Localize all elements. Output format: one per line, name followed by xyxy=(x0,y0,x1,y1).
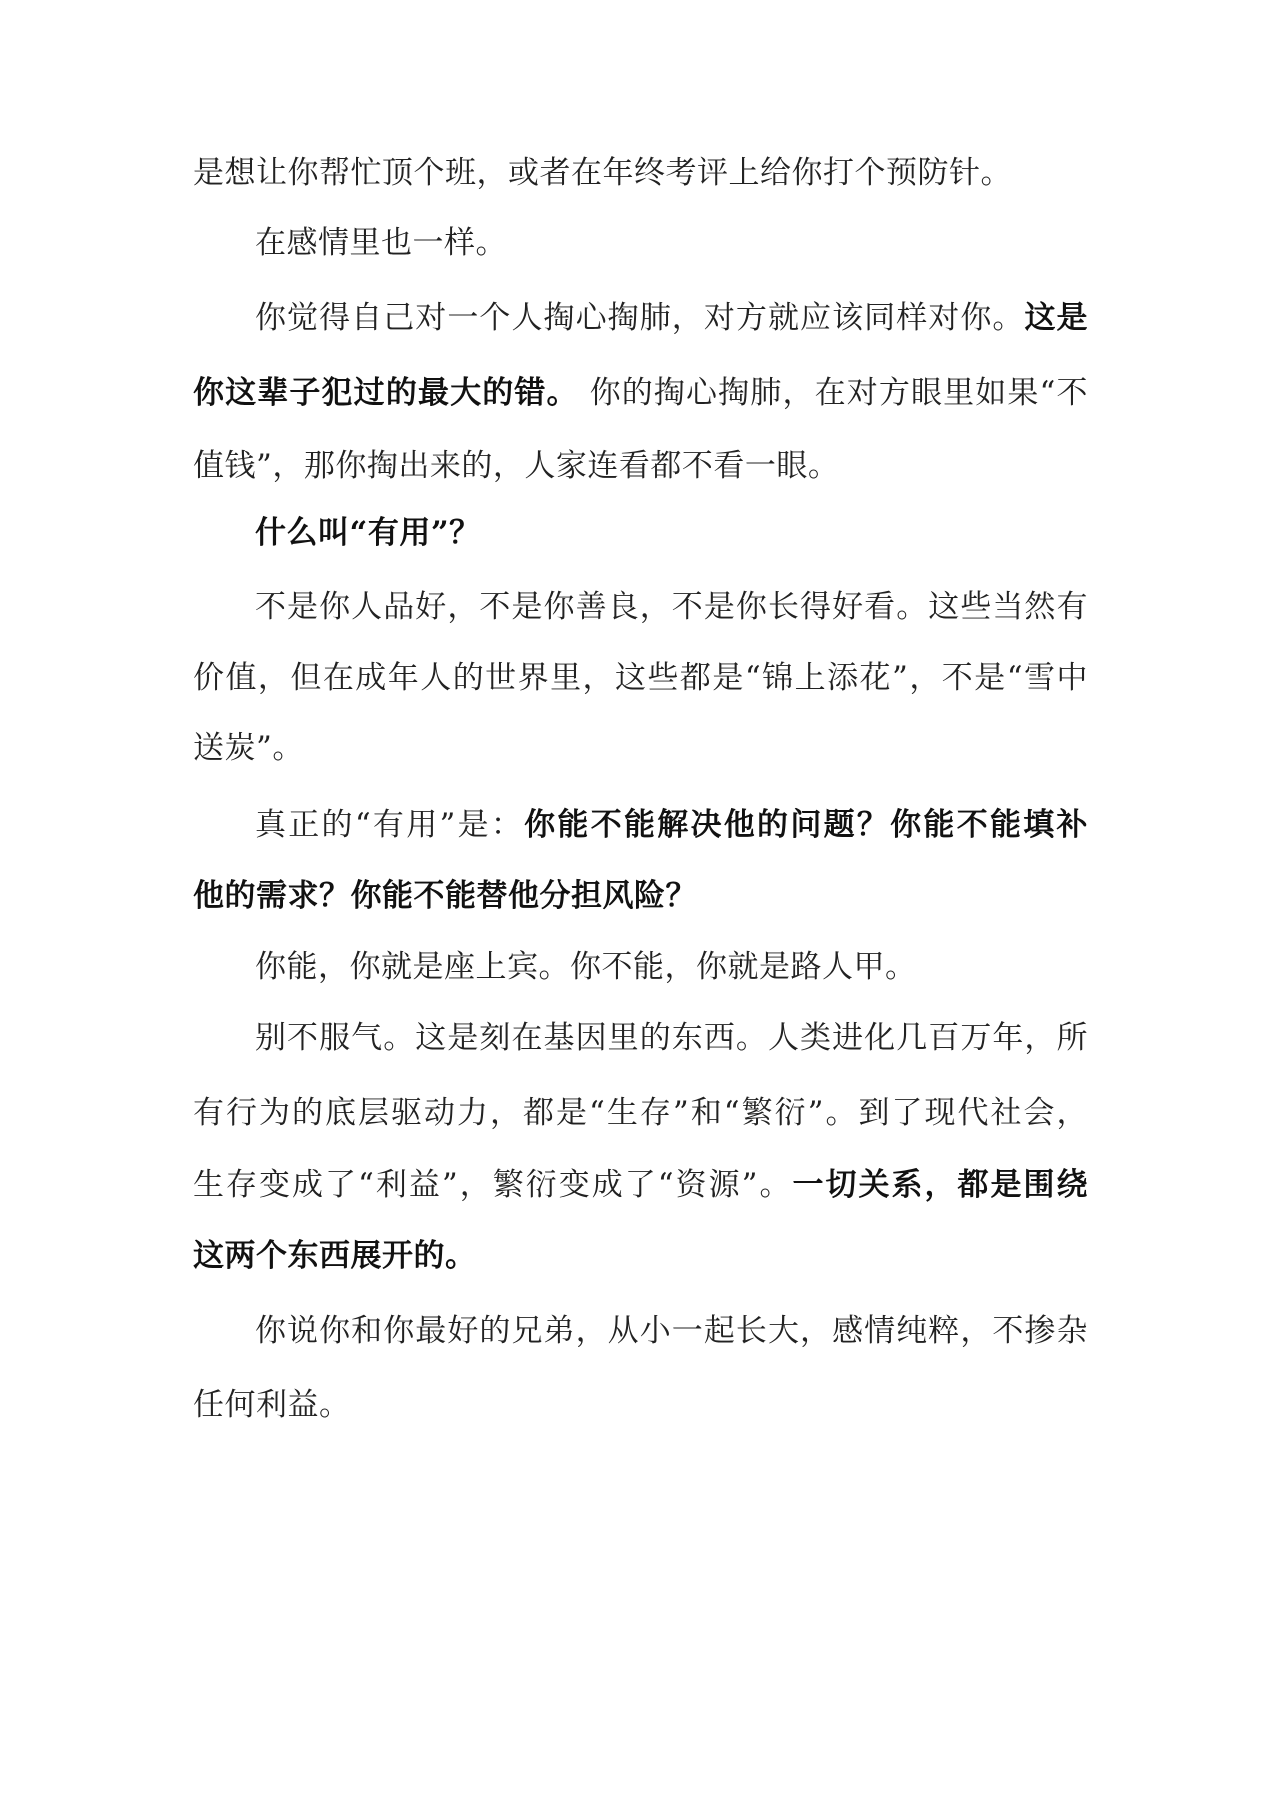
text-line xyxy=(255,937,1088,997)
text-segment: 有行为的底层驱动力，都是“生存”和“繁衍”。到了现代社会， xyxy=(193,1095,1088,1131)
bold-text-segment: 你这辈子犯过的最大的错。 xyxy=(193,375,579,411)
text-segment: 是想让你帮忙顶个班，或者在年终考评上给你打个预防针。 xyxy=(193,155,1012,191)
text-line xyxy=(193,363,1088,423)
bold-text-segment: 什么叫“有用”？ xyxy=(255,515,481,551)
text-line xyxy=(255,577,1088,637)
text-line xyxy=(193,143,1088,203)
text-segment: 不是你人品好，不是你善良，不是你长得好看。这些当然有 xyxy=(255,589,1088,625)
bold-text-segment: 你能不能解决他的问题？你能不能填补 xyxy=(524,807,1088,843)
text-line xyxy=(193,1226,1088,1286)
text-segment: 你的掏心掏肺，在对方眼里如果“不 xyxy=(578,375,1088,411)
text-segment: 值钱”，那你掏出来的，人家连看都不看一眼。 xyxy=(193,448,840,484)
text-segment: 在感情里也一样。 xyxy=(255,225,507,261)
text-line xyxy=(193,648,1088,708)
text-segment: 你说你和你最好的兄弟，从小一起长大，感情纯粹，不掺杂 xyxy=(255,1313,1088,1349)
text-line xyxy=(193,436,1088,496)
text-segment: 你能，你就是座上宾。你不能，你就是路人甲。 xyxy=(255,949,917,985)
text-segment: 送炭”。 xyxy=(193,730,304,766)
bold-text-segment: 这两个东西展开的。 xyxy=(193,1238,477,1274)
text-segment: 任何利益。 xyxy=(193,1387,351,1423)
text-line xyxy=(255,288,1088,348)
text-segment: 别不服气。这是刻在基因里的东西。人类进化几百万年，所 xyxy=(255,1020,1088,1056)
text-line xyxy=(193,1375,1088,1435)
text-segment: 真正的“有用”是： xyxy=(255,807,525,843)
bold-text-segment: 这是 xyxy=(1024,300,1088,336)
text-segment: 价值，但在成年人的世界里，这些都是“锦上添花”，不是“雪中 xyxy=(193,660,1088,696)
text-line xyxy=(193,718,1088,778)
text-line xyxy=(255,795,1088,855)
bold-text-segment: 一切关系，都是围绕 xyxy=(792,1167,1088,1203)
text-line xyxy=(255,213,1088,273)
text-line xyxy=(255,1008,1088,1068)
section-heading xyxy=(255,503,1088,563)
text-line xyxy=(255,1301,1088,1361)
bold-text-segment: 他的需求？你能不能替他分担风险？ xyxy=(193,878,697,914)
text-segment: 你觉得自己对一个人掏心掏肺，对方就应该同样对你。 xyxy=(255,300,1025,336)
text-line xyxy=(193,1155,1088,1215)
text-line xyxy=(193,866,1088,926)
text-line xyxy=(193,1083,1088,1143)
text-segment: 生存变成了“利益”，繁衍变成了“资源”。 xyxy=(193,1167,793,1203)
